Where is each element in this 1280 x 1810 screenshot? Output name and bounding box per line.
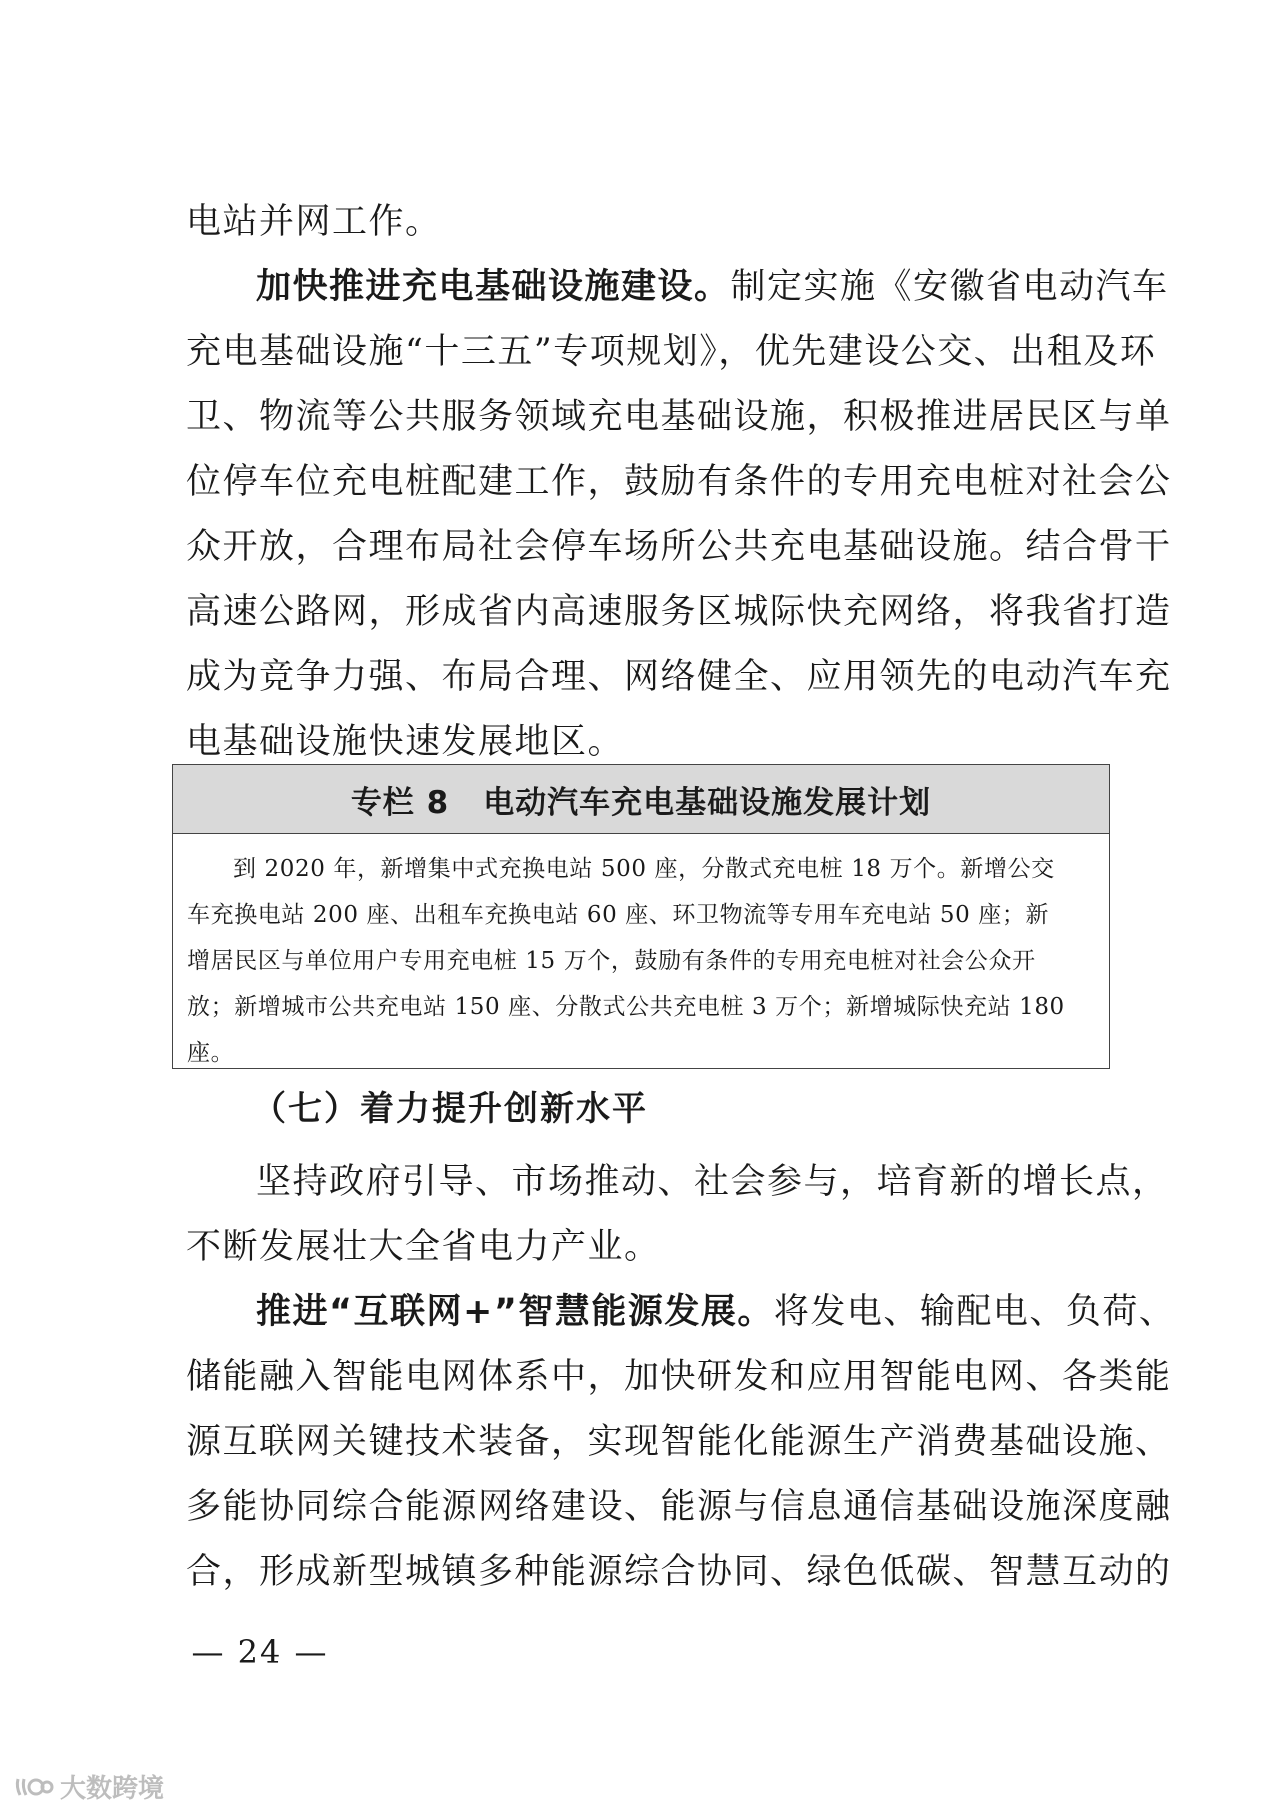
column-box-line: 放；新增城市公共充电站 150 座、分散式公共充电桩 3 万个；新增城际快充站 180	[187, 994, 1065, 1020]
column-box-header	[173, 765, 1109, 834]
paragraph-line: 成为竞争力强、布局合理、网络健全、应用领先的电动汽车充	[186, 657, 1172, 697]
page-number: — 24 —	[191, 1633, 329, 1671]
paragraph-line	[186, 1280, 1176, 1345]
column-box-title: 电动汽车充电基础设施发展计划	[483, 784, 932, 821]
paragraph-line: 坚持政府引导、市场推动、社会参与，培育新的增长点，	[256, 1162, 1169, 1202]
body-text-top	[186, 190, 1172, 775]
paragraph-line: 高速公路网，形成省内高速服务区城际快充网络，将我省打造	[186, 592, 1172, 632]
paragraph-line: 源互联网关键技术装备，实现智能化能源生产消费基础设施、	[186, 1422, 1172, 1462]
paragraph-line: 位停车位充电桩配建工作，鼓励有条件的专用充电桩对社会公	[186, 462, 1172, 502]
paragraph-line: 卫、物流等公共服务领域充电基础设施，积极推进居民区与单	[186, 397, 1172, 437]
paragraph-text: 将发电、输配电、负荷、	[773, 1292, 1176, 1332]
paragraph-line: 众开放，合理布局社会停车场所公共充电基础设施。结合骨干	[186, 527, 1172, 567]
paragraph-line: 电站并网工作。	[186, 202, 442, 242]
paragraph-line: 合，形成新型城镇多种能源综合协同、绿色低碳、智慧互动的	[186, 1552, 1172, 1592]
watermark-text: 大数跨境	[60, 1774, 165, 1804]
paragraph-line: 充电基础设施“十三五”专项规划》，优先建设公交、出租及环	[186, 332, 1157, 372]
paragraph-line: 电基础设施快速发展地区。	[186, 722, 625, 762]
column-box	[172, 764, 1110, 1069]
paragraph-lead-bold: 加快推进充电基础设施建设。	[256, 267, 731, 307]
paragraph-text: 制定实施《安徽省电动汽车	[730, 267, 1169, 307]
column-box-line: 车充换电站 200 座、出租车充换电站 60 座、环卫物流等专用车充电站 50 座；新	[187, 902, 1050, 928]
watermark	[14, 1768, 164, 1805]
paragraph-line: 多能协同综合能源网络建设、能源与信息通信基础设施深度融	[186, 1487, 1172, 1527]
paragraph-lead-bold: 推进“互联网+”智慧能源发展。	[256, 1292, 774, 1332]
column-box-line: 到 2020 年，新增集中式充换电站 500 座，分散式充电桩 18 万个。新增公交	[233, 856, 1055, 882]
column-box-body	[173, 834, 1109, 1076]
section-heading: （七）着力提升创新水平	[252, 1089, 648, 1129]
paragraph-line	[186, 255, 1169, 320]
watermark-logo-icon	[14, 1773, 54, 1801]
paragraph-line: 储能融入智能电网体系中，加快研发和应用智能电网、各类能	[186, 1357, 1172, 1397]
paragraph-line: 不断发展壮大全省电力产业。	[186, 1227, 661, 1267]
column-box-line: 座。	[187, 1040, 235, 1066]
body-text-bottom	[186, 1150, 1176, 1605]
column-box-line: 增居民区与单位用户专用充电桩 15 万个，鼓励有条件的专用充电桩对社会公众开	[187, 948, 1036, 974]
column-box-label: 专栏 8	[350, 784, 450, 821]
